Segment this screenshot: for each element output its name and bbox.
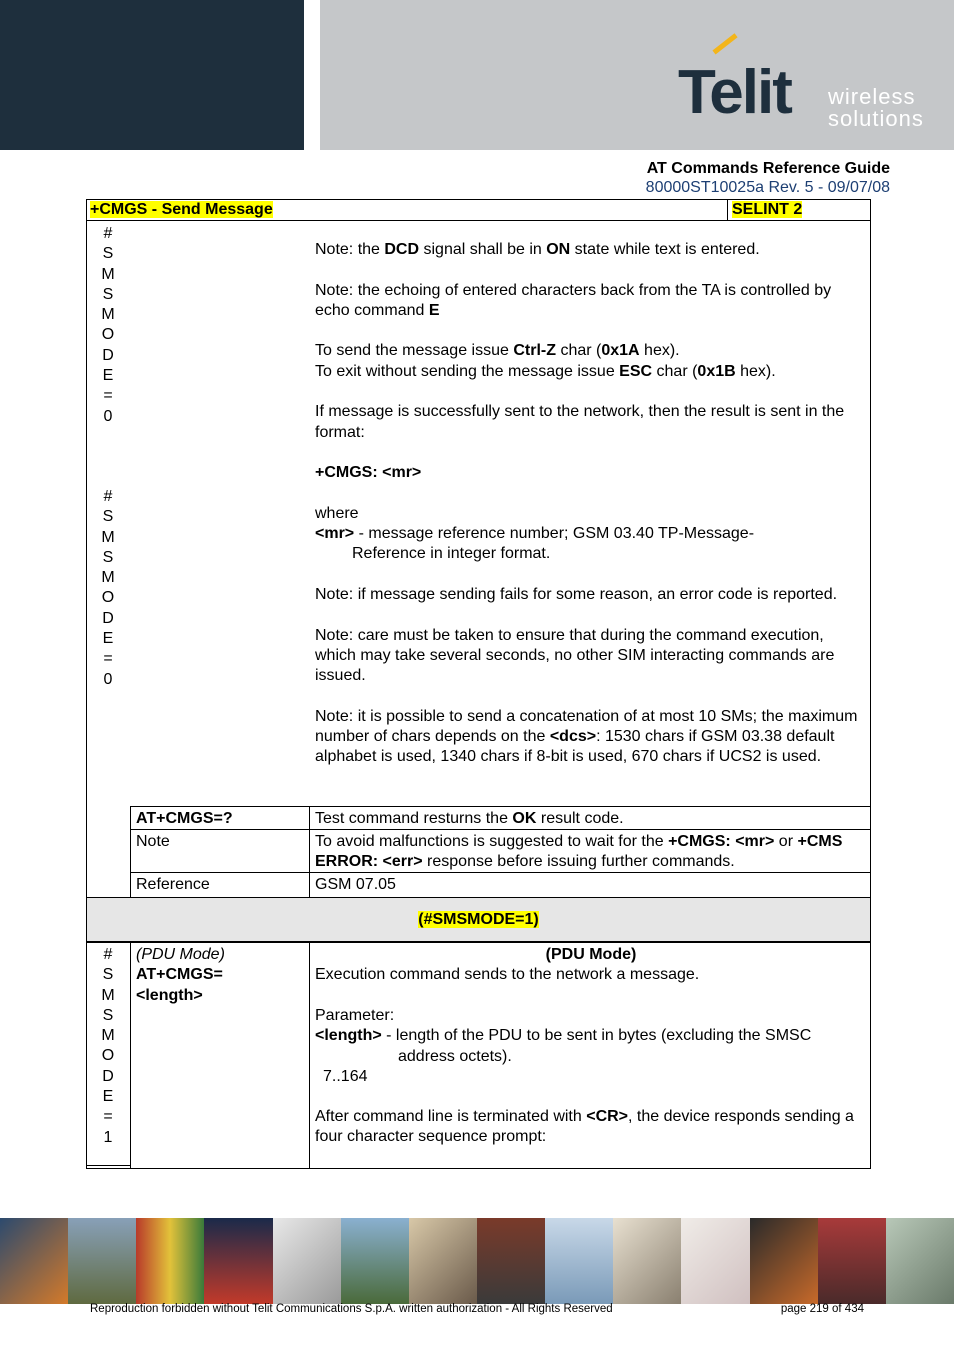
copyright-notice: Reproduction forbidden without Telit Communications S.p.A. written authorization - All Rights Reserved [90, 1303, 613, 1315]
vertical-letter: S [102, 245, 114, 263]
footer-photo-strip [0, 1218, 954, 1304]
text-segment: 0x1A [601, 342, 640, 360]
vertical-letter: = [103, 650, 113, 668]
text-segment: state while text is entered. [570, 241, 760, 258]
text-segment: OK [512, 810, 537, 827]
text-segment: char ( [556, 342, 602, 360]
test-command: AT+CMGS=? [136, 810, 233, 827]
smsmode-1-vertical-label [86, 945, 130, 1148]
description-paragraph [315, 463, 867, 483]
table-border [130, 806, 871, 807]
logo-word: Telit [678, 58, 791, 127]
text-segment: , the device responds sending a four character sequence prompt: [315, 1108, 854, 1146]
footer-image [545, 1218, 613, 1304]
vertical-letter: # [103, 488, 113, 505]
telit-logo [676, 48, 936, 138]
parameter-range: 7..164 [323, 1068, 368, 1085]
text-segment: DCD [384, 241, 420, 258]
note-label: Note [136, 833, 170, 850]
command-description [315, 240, 867, 768]
paragraph-gap [315, 443, 867, 463]
text-segment: hex). [639, 342, 680, 360]
reference-label: Reference [136, 876, 210, 893]
document-title: AT Commands Reference Guide [646, 160, 890, 177]
text-segment: E [428, 301, 440, 319]
logo-tagline-2: solutions [828, 106, 924, 131]
text-segment: +CMGS: <mr> [315, 464, 422, 482]
description-paragraph [315, 362, 867, 382]
pdu-description: Execution command sends to the network a message. [315, 966, 700, 983]
text-segment: Reference in integer format. [352, 545, 551, 563]
header-dark-panel [0, 0, 304, 150]
test-command-description [315, 809, 624, 829]
vertical-letter: S [102, 508, 114, 526]
vertical-letter: S [102, 1006, 114, 1024]
vertical-letter: S [102, 285, 114, 303]
description-paragraph [315, 585, 867, 605]
text-segment: Note: the echoing of entered characters back from the TA is controlled by echo command [315, 281, 832, 319]
text-segment: Test command resturns the [315, 810, 513, 827]
paragraph-gap [315, 605, 867, 625]
vertical-letter: 1 [103, 1128, 113, 1146]
smsmode-1-heading: (#SMSMODE=1) [418, 911, 539, 928]
text-segment: If message is successfully sent to the network, then the result is sent in the format: [315, 403, 845, 441]
text-segment: To avoid malfunctions is suggested to wait for the [315, 833, 669, 850]
text-segment: 0x1B [697, 362, 736, 380]
table-border [870, 199, 871, 898]
table-border [130, 943, 131, 1169]
table-border [727, 199, 728, 221]
description-paragraph [315, 626, 867, 687]
text-segment: response before issuing further commands. [422, 853, 735, 871]
selint-badge: SELINT 2 [732, 201, 803, 218]
paragraph-gap [315, 687, 867, 707]
footer-image [477, 1218, 545, 1304]
vertical-letter: E [102, 367, 114, 385]
vertical-letter: M [101, 528, 115, 546]
paragraph-gap [315, 321, 867, 341]
text-segment: Note: the [315, 241, 385, 258]
text-segment: ON [546, 241, 571, 258]
vertical-letter: M [101, 986, 115, 1004]
text-segment: result code. [536, 810, 624, 827]
vertical-letter: M [101, 569, 115, 587]
paragraph-gap [315, 565, 867, 585]
footer-image [0, 1218, 68, 1304]
note-description [315, 832, 855, 873]
vertical-letter: O [101, 589, 115, 607]
text-segment: To send the message issue [315, 342, 514, 360]
after-command-description [315, 1107, 867, 1148]
vertical-letter: D [102, 609, 114, 627]
vertical-letter: = [103, 1108, 113, 1126]
parameter-length-continued: address octets). [398, 1048, 512, 1065]
text-segment: <mr> [315, 525, 355, 543]
footer-image [68, 1218, 136, 1304]
description-paragraph [315, 544, 867, 564]
text-segment: hex). [735, 362, 776, 380]
smsmode-1-heading-row [86, 897, 871, 943]
text-segment: or [774, 833, 798, 850]
footer-image [409, 1218, 477, 1304]
table-border [86, 1165, 130, 1166]
text-segment: +CMGS: <mr> [668, 833, 775, 850]
vertical-letter: D [102, 1067, 114, 1085]
text-segment: : 1530 chars if GSM 03.38 default alphabet is used, 1340 chars if 8-bit is used, 670 chars if UCS2 is used. [315, 728, 835, 766]
vertical-letter: M [101, 1027, 115, 1045]
parameter-label: Parameter: [315, 1007, 395, 1024]
command-title: +CMGS - Send Message [90, 201, 273, 218]
description-paragraph [315, 402, 867, 443]
vertical-letter: 0 [103, 670, 113, 688]
vertical-letter: M [101, 306, 115, 324]
text-segment: Note: it is possible to send a concatenation of at most 10 SMs; the maximum number of chars depends on the [315, 707, 858, 746]
footer-image [136, 1218, 204, 1304]
reference-value: GSM 07.05 [315, 876, 396, 893]
paragraph-gap [315, 260, 867, 280]
pdu-command-param: <length> [136, 987, 203, 1004]
table-border [130, 806, 131, 898]
table-border [309, 943, 310, 1169]
table-border [309, 806, 310, 898]
pdu-command: AT+CMGS= [136, 966, 223, 983]
text-segment: where [315, 504, 359, 522]
description-paragraph [315, 281, 867, 322]
text-segment: ESC [619, 362, 653, 380]
footer-image [818, 1218, 886, 1304]
table-border [86, 1168, 871, 1169]
smsmode-0-vertical-label [86, 487, 130, 690]
vertical-letter: E [102, 630, 114, 648]
vertical-letter: # [103, 946, 113, 963]
pdu-mode-title: (PDU Mode) [545, 946, 637, 963]
footer-image [341, 1218, 409, 1304]
document-revision: 80000ST10025a Rev. 5 - 09/07/08 [645, 179, 890, 196]
footer-image [886, 1218, 954, 1304]
text-segment: <CR> [586, 1108, 629, 1125]
text-segment: - message reference number; GSM 03.40 TP-Message- [354, 525, 755, 543]
vertical-letter: O [101, 1047, 115, 1065]
vertical-letter: S [102, 548, 114, 566]
vertical-letter: E [102, 1088, 114, 1106]
text-segment: signal shall be in [419, 241, 547, 258]
parameter-length: <length> - length of the PDU to be sent in bytes (excluding the SMSC [315, 1027, 812, 1044]
text-segment: To exit without sending the message issue [315, 362, 620, 380]
text-segment: After command line is terminated with [315, 1108, 587, 1125]
page-number: page 219 of 434 [780, 1303, 864, 1315]
description-paragraph [315, 524, 867, 544]
text-segment: <dcs> [549, 728, 597, 746]
paragraph-gap [315, 382, 867, 402]
description-paragraph [315, 504, 867, 524]
smsmode-0-vertical-label [86, 224, 130, 427]
text-segment: Note: if message sending fails for some reason, an error code is reported. [315, 586, 838, 604]
vertical-letter: 0 [103, 407, 113, 425]
table-border [870, 943, 871, 1169]
text-segment: Ctrl-Z [513, 342, 556, 360]
paragraph-gap [315, 484, 867, 504]
footer-image [750, 1218, 818, 1304]
description-paragraph [315, 707, 867, 768]
text-segment: +CMS ERROR: <err> [315, 833, 843, 871]
logo-tagline-1: wireless [828, 84, 916, 109]
vertical-letter: D [102, 346, 114, 364]
description-paragraph [315, 341, 867, 361]
vertical-letter: # [103, 225, 113, 242]
text-segment: Note: care must be taken to ensure that during the command execution, which may take several seconds, no other SIM interacting commands are issued. [315, 626, 835, 685]
vertical-letter: = [103, 387, 113, 405]
text-segment: char ( [652, 362, 698, 380]
footer-image [273, 1218, 341, 1304]
description-paragraph [315, 240, 867, 260]
pdu-mode-label: (PDU Mode) [136, 946, 225, 963]
footer-image [681, 1218, 749, 1304]
footer-image [613, 1218, 681, 1304]
footer-image [204, 1218, 272, 1304]
vertical-letter: S [102, 966, 114, 984]
vertical-letter: O [101, 326, 115, 344]
vertical-letter: M [101, 265, 115, 283]
